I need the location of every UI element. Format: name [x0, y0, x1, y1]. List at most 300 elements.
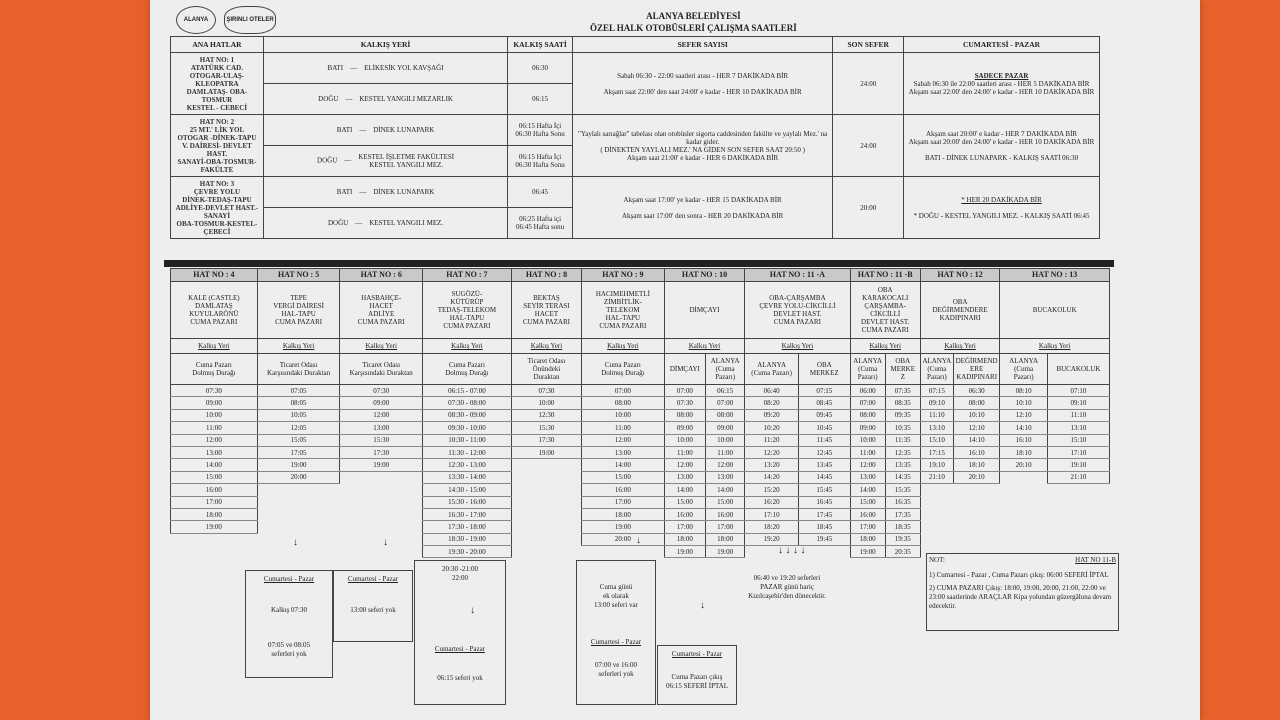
note-item-1: 1) Cumartesi - Pazar , Cuma Pazarı çıkış: 06:00 SEFERİ İPTAL	[929, 571, 1109, 579]
time-cell: 08:10	[1000, 385, 1048, 397]
time-cell: 11:45	[798, 434, 850, 446]
departure-point: OBA MERKEZ	[798, 354, 850, 385]
departure-point: BUCAKOLUK	[1047, 354, 1109, 385]
time-cell: 18:00	[171, 508, 258, 520]
time-cell: 06:15	[706, 385, 745, 397]
time-cell: 19:10	[1047, 459, 1109, 471]
time-cell: 19:30 - 20:00	[423, 546, 512, 558]
table-row	[171, 459, 1110, 471]
departure-point: Ticaret Odası Karşısındaki Duraktan	[257, 354, 340, 385]
empty-cell	[340, 546, 423, 558]
time-cell: 11:00	[664, 446, 705, 458]
time-cell: 17:00	[664, 521, 705, 533]
time-cell: 17:00	[706, 521, 745, 533]
empty-cell	[1047, 521, 1109, 533]
empty-cell	[257, 484, 340, 496]
time-cell: 07:05	[257, 385, 340, 397]
table-row	[171, 397, 1110, 409]
schedule-sheet	[150, 0, 1200, 720]
empty-cell	[257, 521, 340, 533]
empty-cell	[511, 459, 581, 471]
time-cell: 17:35	[885, 508, 920, 520]
down-arrow-icon: ↓ ↓ ↓ ↓	[778, 545, 806, 556]
time-cell: 13:20	[745, 459, 799, 471]
time-cell: 12:30	[511, 409, 581, 421]
time-cell: 21:10	[1047, 471, 1109, 483]
hat-3-east: DOĞU — KESTEL YANGILI MEZ.	[263, 208, 507, 239]
time-cell: 07:00	[706, 397, 745, 409]
time-cell: 07:00	[664, 385, 705, 397]
time-cell: 15:45	[798, 484, 850, 496]
hat-2-east-time: 06:15 Hafta İçi 06:30 Hafta Sonu	[508, 146, 573, 177]
empty-cell	[920, 508, 953, 520]
empty-cell	[1000, 471, 1048, 483]
hat-3-son: 20:00	[833, 177, 904, 239]
empty-cell	[511, 546, 581, 558]
time-cell: 08:45	[798, 397, 850, 409]
empty-cell	[257, 546, 340, 558]
time-cell: 13:45	[798, 459, 850, 471]
time-cell: 20:00	[257, 471, 340, 483]
time-cell: 17:00	[171, 496, 258, 508]
hat-13-route: BUCAKOLUK	[1000, 282, 1110, 339]
time-cell: 14:45	[798, 471, 850, 483]
time-cell: 09:00	[850, 422, 885, 434]
empty-cell	[1047, 496, 1109, 508]
empty-cell	[1000, 496, 1048, 508]
empty-cell	[340, 521, 423, 533]
time-cell: 19:35	[885, 533, 920, 545]
time-cell: 15:00	[171, 471, 258, 483]
hat-10-route: DİMÇAYI	[664, 282, 745, 339]
hat-1-sefer: Sabah 06:30 - 22:00 saatleri arası - HER 7 DAKİKADA BİR Akşam saat 22:00' den saat 24:00' e kadar - HER 10 DAKİKADA BİR	[572, 53, 833, 115]
time-cell: 19:00	[171, 521, 258, 533]
time-cell: 07:10	[1047, 385, 1109, 397]
time-cell: 15:30	[340, 434, 423, 446]
hat-9-weekend-box: Cuma günü ek olarak 13:00 seferi var Cumartesi - Pazar 07:00 ve 16:00 seferleri yok	[576, 560, 656, 705]
hat-1-name: HAT NO: 1 ATATÜRK CAD. OTOGAR-ULAŞ- KLEOPATRA DAMLATAŞ- OBA- TOSMUR KESTEL - CEBECİ	[171, 53, 264, 115]
empty-cell	[511, 471, 581, 483]
kalkis-label: Kalkış Yeri	[340, 339, 423, 354]
time-cell: 20:35	[885, 546, 920, 558]
departure-point: ALANYA (Cuma Pazarı)	[920, 354, 953, 385]
city-lines-table	[170, 268, 1110, 558]
empty-cell	[171, 533, 258, 545]
hat-2-son: 24:00	[833, 115, 904, 177]
down-arrow-icon: ↓	[470, 605, 475, 616]
time-cell: 18:10	[1000, 446, 1048, 458]
note-item-2: 2) CUMA PAZARI Çıkış: 18:00, 19:00, 20:00, 21:00, 22:00 ve 23:00 saatlerinde ARAÇLAR Kipa yolundan güzergâhına devam edecektir.	[929, 584, 1112, 610]
time-cell: 12:05	[257, 422, 340, 434]
time-cell: 07:30 - 08:00	[423, 397, 512, 409]
hat-13-header: HAT NO : 13	[1000, 269, 1110, 282]
empty-cell	[798, 546, 850, 558]
hat-5-header: HAT NO : 5	[257, 269, 340, 282]
time-cell: 19:45	[798, 533, 850, 545]
table-row	[171, 521, 1110, 533]
time-cell: 16:35	[885, 496, 920, 508]
time-cell: 13:10	[1047, 422, 1109, 434]
down-arrow-icon: ↓	[383, 537, 388, 548]
time-cell: 11:00	[850, 446, 885, 458]
time-cell: 14:10	[953, 434, 999, 446]
time-cell: 18:00	[664, 533, 705, 545]
time-cell: 12:30 - 13:00	[423, 459, 512, 471]
time-cell: 10:00	[850, 434, 885, 446]
kalkis-label: Kalkış Yeri	[745, 339, 850, 354]
kalkis-label: Kalkış Yeri	[171, 339, 258, 354]
time-cell: 15:20	[745, 484, 799, 496]
hat-12-route: OBA DEĞİRMENDERE KADIPINARI	[920, 282, 1000, 339]
time-cell: 17:30	[340, 446, 423, 458]
time-cell: 18:10	[953, 459, 999, 471]
time-cell: 07:30	[340, 385, 423, 397]
time-cell: 12:00	[850, 459, 885, 471]
time-cell: 19:00	[340, 459, 423, 471]
kalkis-label: Kalkış Yeri	[920, 339, 1000, 354]
time-cell: 10:45	[798, 422, 850, 434]
hat-1-east: DOĞU — KESTEL YANGILI MEZARLIK	[263, 84, 507, 115]
time-cell: 12:10	[953, 422, 999, 434]
departure-point: Ticaret Odası Karşısındaki Duraktan	[340, 354, 423, 385]
kalkis-label: Kalkış Yeri	[582, 339, 665, 354]
time-cell: 08:35	[885, 397, 920, 409]
time-cell: 11:10	[1047, 409, 1109, 421]
time-cell: 11:10	[920, 409, 953, 421]
kalkis-label: Kalkış Yeri	[1000, 339, 1110, 354]
down-arrow-icon: ↓	[293, 537, 298, 548]
table-row	[171, 471, 1110, 483]
time-cell: 15:00	[582, 471, 665, 483]
hat-6-header: HAT NO : 6	[340, 269, 423, 282]
time-cell: 16:00	[706, 508, 745, 520]
empty-cell	[1000, 521, 1048, 533]
hat-6-weekend-box: Cumartesi - Pazar 13:00 seferi yok	[333, 570, 413, 642]
time-cell: 13:35	[885, 459, 920, 471]
hdr-cumartesi-pazar: CUMARTESİ - PAZAR	[904, 37, 1100, 53]
time-cell: 07:15	[798, 385, 850, 397]
time-cell: 12:20	[745, 446, 799, 458]
time-cell: 21:10	[920, 471, 953, 483]
time-cell: 11:00	[706, 446, 745, 458]
hat-2-west-time: 06:15 Hafta İçi 06:30 Hafta Sonu	[508, 115, 573, 146]
time-cell: 10:00	[582, 409, 665, 421]
hat-8-route: BEKTAŞ SEYİR TERASI HACET CUMA PAZARI	[511, 282, 581, 339]
time-cell: 09:30 - 10:00	[423, 422, 512, 434]
time-cell: 09:35	[885, 409, 920, 421]
time-cell: 20:10	[1000, 459, 1048, 471]
empty-cell	[511, 521, 581, 533]
empty-cell	[1047, 533, 1109, 545]
departure-point: Ticaret Odası Önündeki Duraktan	[511, 354, 581, 385]
time-cell: 16:00	[171, 484, 258, 496]
hat-12-header: HAT NO : 12	[920, 269, 1000, 282]
time-cell: 20:00	[582, 533, 665, 545]
time-cell: 10:05	[257, 409, 340, 421]
time-cell: 15:10	[1047, 434, 1109, 446]
table-row	[171, 434, 1110, 446]
hat-8-header: HAT NO : 8	[511, 269, 581, 282]
time-cell: 15:30	[511, 422, 581, 434]
time-cell: 18:00	[706, 533, 745, 545]
table-row	[171, 409, 1110, 421]
time-cell: 10:30 - 11:00	[423, 434, 512, 446]
time-cell: 16:00	[582, 484, 665, 496]
time-cell: 14:35	[885, 471, 920, 483]
empty-cell	[511, 496, 581, 508]
hat-9-header: HAT NO : 9	[582, 269, 665, 282]
time-cell: 10:00	[664, 434, 705, 446]
empty-cell	[1000, 533, 1048, 545]
time-cell: 08:00	[850, 409, 885, 421]
time-cell: 10:00	[511, 397, 581, 409]
time-cell: 13:00	[582, 446, 665, 458]
time-cell: 17:10	[745, 508, 799, 520]
hat-1-east-time: 06:15	[508, 84, 573, 115]
time-cell: 14:00	[582, 459, 665, 471]
time-cell: 08:05	[257, 397, 340, 409]
empty-cell	[920, 521, 953, 533]
time-cell: 09:00	[340, 397, 423, 409]
hdr-sefer-sayisi: SEFER SAYISI	[572, 37, 833, 53]
time-cell: 09:10	[920, 397, 953, 409]
time-cell: 17:05	[257, 446, 340, 458]
time-cell: 17:10	[1047, 446, 1109, 458]
time-cell: 17:30 - 18:00	[423, 521, 512, 533]
time-cell: 11:20	[745, 434, 799, 446]
empty-cell	[1000, 508, 1048, 520]
time-cell: 15:00	[706, 496, 745, 508]
time-cell: 06:40	[745, 385, 799, 397]
time-cell: 11:35	[885, 434, 920, 446]
hat-11a-note: 06:40 ve 19:20 seferleri PAZAR günü hariç Kızılcaşehir'den dönecektir.	[748, 574, 826, 600]
time-cell: 08:30 - 09:00	[423, 409, 512, 421]
time-cell: 18:30 - 19:00	[423, 533, 512, 545]
empty-cell	[1047, 508, 1109, 520]
hat-5-weekend-box: Cumartesi - Pazar Kalkış 07:30 07:05 ve 08:05 seferleri yok	[245, 570, 333, 678]
time-cell: 13:00	[340, 422, 423, 434]
empty-cell	[257, 508, 340, 520]
time-cell: 07:00	[582, 385, 665, 397]
empty-cell	[171, 546, 258, 558]
time-cell: 12:00	[171, 434, 258, 446]
kalkis-label: Kalkış Yeri	[423, 339, 512, 354]
time-cell: 12:00	[706, 459, 745, 471]
page-title	[590, 10, 797, 34]
table-row	[171, 484, 1110, 496]
empty-cell	[953, 496, 999, 508]
hat-2-east: DOĞU — KESTEL İŞLETME FAKÜLTESİ KESTEL YANGILI MEZ.	[263, 146, 507, 177]
departure-point: DİMÇAYI	[664, 354, 705, 385]
time-cell: 13:00	[171, 446, 258, 458]
time-cell: 12:35	[885, 446, 920, 458]
empty-cell	[920, 533, 953, 545]
hat-9-route: HACIMEHMETLİ ZİMBİTLİK- TELEKOM HAL-TAPU CUMA PAZARI	[582, 282, 665, 339]
time-cell: 12:45	[798, 446, 850, 458]
departure-point: ALANYA (Cuma Pazarı)	[850, 354, 885, 385]
hat-7-header: HAT NO : 7	[423, 269, 512, 282]
table-row	[171, 446, 1110, 458]
time-cell: 15:05	[257, 434, 340, 446]
hdr-son-sefer: SON SEFER	[833, 37, 904, 53]
time-cell: 08:00	[953, 397, 999, 409]
hat-11a-route: OBA-ÇARŞAMBA ÇEVRE YOLU-CİKCİLLİ DEVLET HAST. CUMA PAZARI	[745, 282, 850, 339]
hat-2-weekend: Akşam saat 20:00' e kadar - HER 7 DAKİKADA BİR Akşam saat 20:00' den 24:00' e kadar - HER 10 DAKİKADA BİR BATI - DİNEK LUNAPARK - KALKIŞ SAATİ 06:30	[904, 115, 1100, 177]
kalkis-label: Kalkış Yeri	[511, 339, 581, 354]
time-cell: 13:00	[706, 471, 745, 483]
time-cell: 16:30 - 17:00	[423, 508, 512, 520]
hat-10-weekend-box: Cumartesi - Pazar Cuma Pazarı çıkış 06:15 SEFERİ İPTAL	[657, 645, 737, 705]
empty-cell	[340, 496, 423, 508]
down-arrow-icon: ↓	[700, 600, 705, 611]
time-cell: 16:10	[1000, 434, 1048, 446]
time-cell: 09:00	[664, 422, 705, 434]
separator-bar	[164, 260, 1114, 267]
hat-1-west-time: 06:30	[508, 53, 573, 84]
time-cell: 19:00	[706, 546, 745, 558]
time-cell: 13:00	[850, 471, 885, 483]
time-cell: 19:00	[664, 546, 705, 558]
time-cell: 17:30	[511, 434, 581, 446]
time-cell: 10:00	[706, 434, 745, 446]
time-cell: 16:10	[953, 446, 999, 458]
time-cell: 15:30 - 16:00	[423, 496, 512, 508]
departure-point: ALANYA (Cuma Pazarı)	[745, 354, 799, 385]
hat-3-west: BATI — DİNEK LUNAPARK	[263, 177, 507, 208]
time-cell: 19:00	[850, 546, 885, 558]
empty-cell	[511, 508, 581, 520]
time-cell: 17:00	[850, 521, 885, 533]
hat-2-west: BATI — DİNEK LUNAPARK	[263, 115, 507, 146]
time-cell: 14:00	[706, 484, 745, 496]
empty-cell	[511, 533, 581, 545]
time-cell: 19:00	[582, 521, 665, 533]
hat-5-route: TEPE VERGİ DAİRESİ HAL-TAPU CUMA PAZARI	[257, 282, 340, 339]
time-cell: 19:00	[511, 446, 581, 458]
time-cell: 07:30	[171, 385, 258, 397]
empty-cell	[953, 508, 999, 520]
time-cell: 18:45	[798, 521, 850, 533]
time-cell: 18:20	[745, 521, 799, 533]
hdr-kalkis-yeri: KALKIŞ YERİ	[263, 37, 507, 53]
time-cell: 09:00	[706, 422, 745, 434]
hat-10-header: HAT NO : 10	[664, 269, 745, 282]
time-cell: 19:10	[920, 459, 953, 471]
hat-3-sefer: Akşam saat 17:00' ye kadar - HER 15 DAKİKADA BİR Akşam saat 17:00' den sonra - HER 20 DAKİKADA BİR	[572, 177, 833, 239]
time-cell: 09:00	[171, 397, 258, 409]
time-cell: 07:15	[920, 385, 953, 397]
time-cell: 15:00	[850, 496, 885, 508]
time-cell: 14:00	[850, 484, 885, 496]
time-cell: 08:00	[706, 409, 745, 421]
time-cell: 10:10	[953, 409, 999, 421]
time-cell: 16:00	[664, 508, 705, 520]
time-cell: 17:45	[798, 508, 850, 520]
hat-11b-header: HAT NO : 11 -B	[850, 269, 920, 282]
time-cell: 11:00	[582, 422, 665, 434]
time-cell: 12:10	[1000, 409, 1048, 421]
time-cell: 13:10	[920, 422, 953, 434]
hat-4-header: HAT NO : 4	[171, 269, 258, 282]
time-cell: 15:00	[664, 496, 705, 508]
empty-cell	[340, 508, 423, 520]
hat-4-route: KALE (CASTLE) DAMLATAŞ KUYULARÖNÜ CUMA PAZARI	[171, 282, 258, 339]
municipality-logo: ALANYA	[176, 6, 216, 34]
empty-cell	[953, 521, 999, 533]
hat-7-route: SUGÖZÜ- KÜTÜRÜP TEDAŞ-TELEKOM HAL-TAPU CUMA PAZARI	[423, 282, 512, 339]
empty-cell	[1000, 484, 1048, 496]
departure-point: Cuma Pazarı Dolmuş Durağı	[582, 354, 665, 385]
hat-11b-note	[926, 553, 1119, 631]
time-cell: 20:10	[953, 471, 999, 483]
empty-cell	[340, 533, 423, 545]
time-cell: 18:35	[885, 521, 920, 533]
time-cell: 08:20	[745, 397, 799, 409]
time-cell: 18:00	[850, 533, 885, 545]
kalkis-label: Kalkış Yeri	[257, 339, 340, 354]
time-cell: 08:00	[582, 397, 665, 409]
table-row	[171, 496, 1110, 508]
time-cell: 09:20	[745, 409, 799, 421]
hdr-kalkis-saati: KALKIŞ SAATİ	[508, 37, 573, 53]
time-cell: 07:00	[850, 397, 885, 409]
empty-cell	[257, 533, 340, 545]
empty-cell	[920, 496, 953, 508]
kalkis-label: Kalkış Yeri	[664, 339, 745, 354]
empty-cell	[1047, 484, 1109, 496]
time-cell: 06:15 - 07:00	[423, 385, 512, 397]
time-cell: 17:00	[582, 496, 665, 508]
time-cell: 07:30	[664, 397, 705, 409]
departure-point: OBA MERKE Z	[885, 354, 920, 385]
time-cell: 10:20	[745, 422, 799, 434]
time-cell: 19:00	[257, 459, 340, 471]
hat-3-weekend: * HER 20 DAKİKADA BİR * DOĞU - KESTEL YANGILI MEZ. - KALKIŞ SAATİ 06:45	[904, 177, 1100, 239]
time-cell: 12:00	[582, 434, 665, 446]
note-hat: HAT NO 11-B	[1075, 556, 1116, 564]
time-cell: 16:20	[745, 496, 799, 508]
time-cell: 14:30 - 15:00	[423, 484, 512, 496]
departure-point: ALANYA (Cuma Pazarı)	[1000, 354, 1048, 385]
empty-cell	[511, 484, 581, 496]
time-cell: 17:15	[920, 446, 953, 458]
hat-3-west-time: 06:45	[508, 177, 573, 208]
time-cell: 19:20	[745, 533, 799, 545]
time-cell: 11:30 - 12:00	[423, 446, 512, 458]
logos	[176, 6, 276, 34]
company-logo: ŞIRINLI OTELER	[224, 6, 276, 34]
time-cell: 13:00	[664, 471, 705, 483]
hat-3-name: HAT NO: 3 ÇEVRE YOLU DİNEK-TEDAŞ-TAPU ADLİYE-DEVLET HAST.- SANAYİ OBA-TOSMUR-KESTEL- ÇEBECİ	[171, 177, 264, 239]
empty-cell	[582, 546, 665, 558]
departure-point: DEĞİRMEND ERE KADIPINARI	[953, 354, 999, 385]
time-cell: 12:00	[664, 459, 705, 471]
time-cell: 14:20	[745, 471, 799, 483]
table-row	[171, 385, 1110, 397]
time-cell: 08:00	[664, 409, 705, 421]
table-row	[171, 508, 1110, 520]
time-cell: 14:00	[664, 484, 705, 496]
time-cell: 12:00	[340, 409, 423, 421]
time-cell: 16:00	[850, 508, 885, 520]
note-title: NOT:	[929, 556, 945, 564]
empty-cell	[257, 496, 340, 508]
empty-cell	[340, 484, 423, 496]
empty-cell	[953, 484, 999, 496]
time-cell: 14:00	[171, 459, 258, 471]
time-cell: 13:30 - 14:00	[423, 471, 512, 483]
main-lines-table	[170, 36, 1100, 239]
